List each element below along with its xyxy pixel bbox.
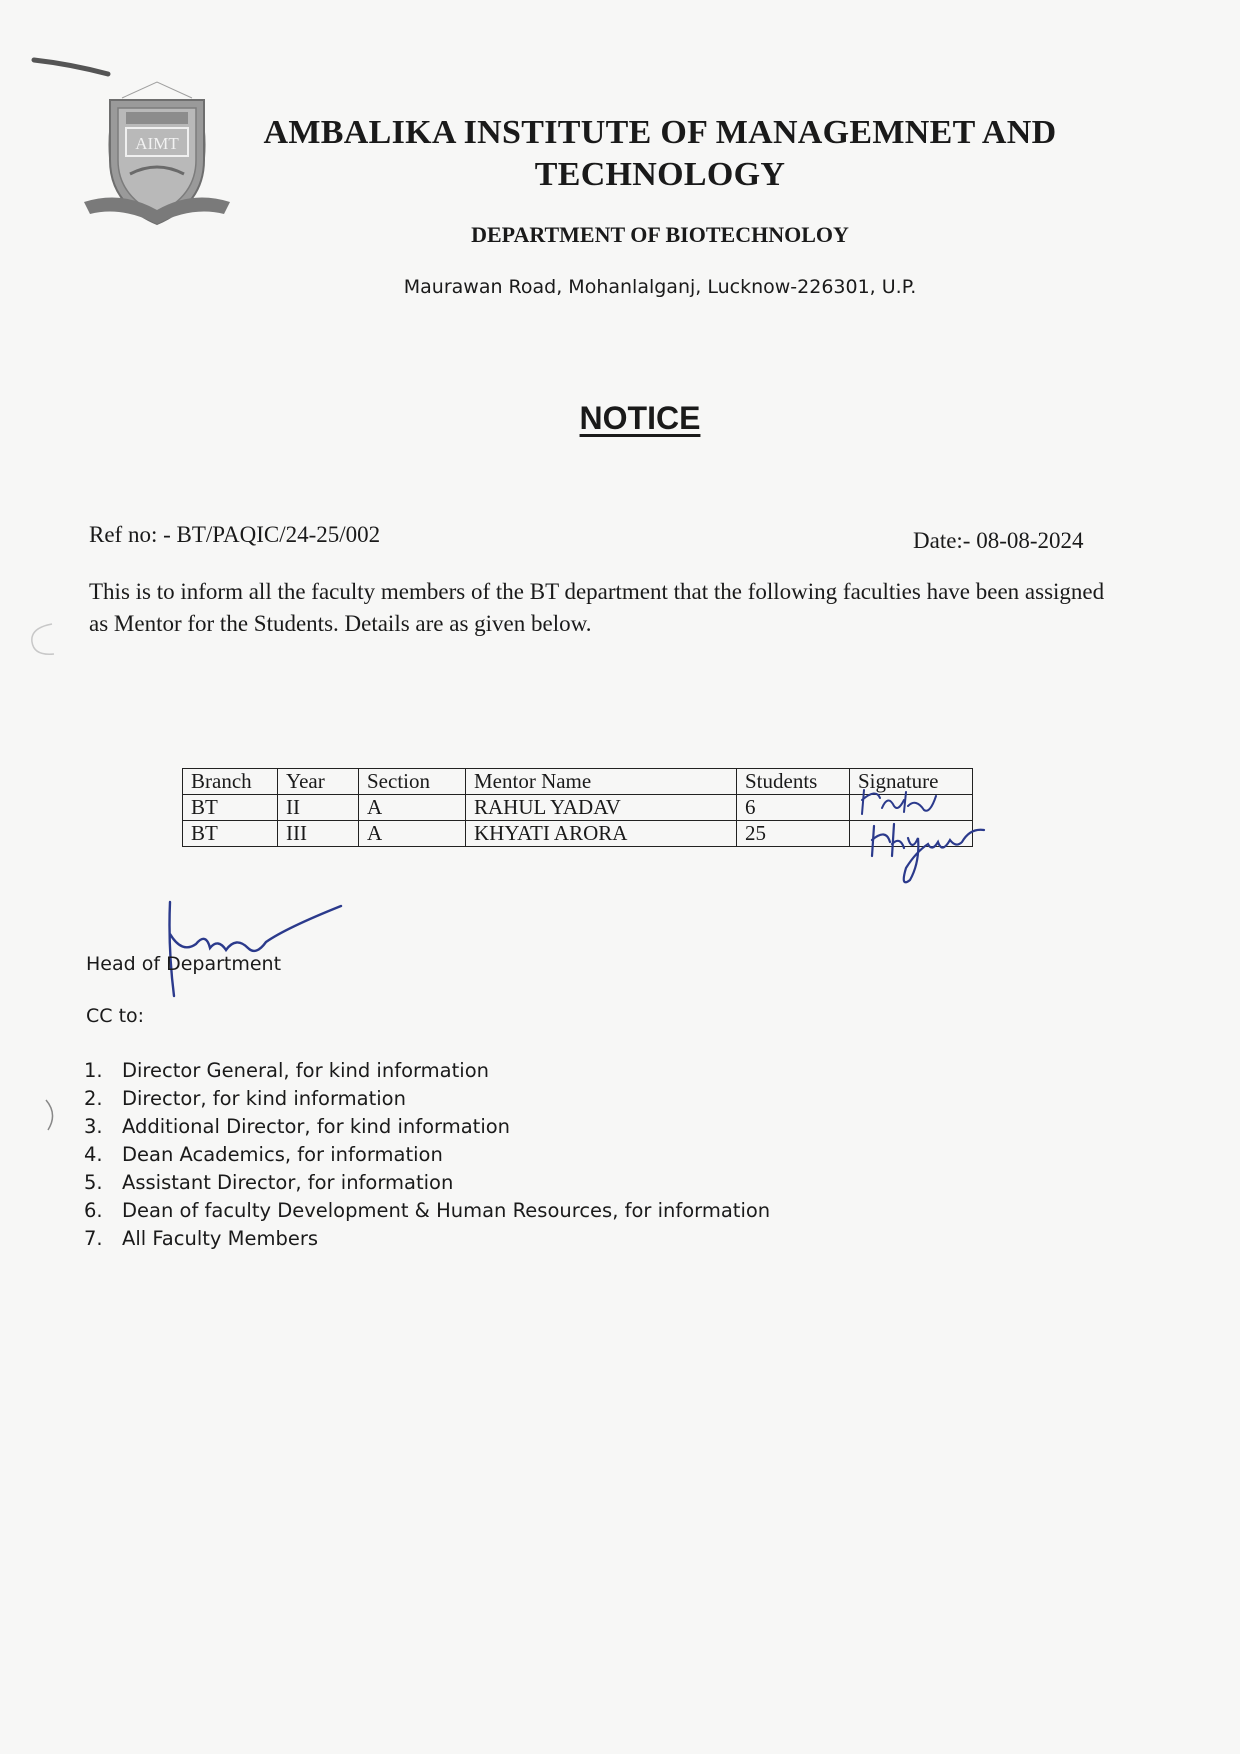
list-number: 4. [84,1143,103,1166]
cell-students: 6 [737,795,850,821]
header-mentor-name: Mentor Name [466,769,737,795]
cc-list [84,1057,770,1253]
cell-branch: BT [183,821,278,847]
notice-date: Date:- 08-08-2024 [913,528,1084,553]
header-branch: Branch [183,769,278,795]
cell-branch: BT [183,795,278,821]
head-of-department-label: Head of Department [86,953,282,975]
list-item [84,1169,770,1197]
list-item [84,1057,770,1085]
list-number: 6. [84,1199,103,1222]
institute-logo-icon [82,78,232,238]
institute-address: Maurawan Road, Mohanlalganj, Lucknow-226301, U.P. [403,276,917,298]
list-text: Director, for kind information [122,1087,406,1110]
list-item [84,1113,770,1141]
list-text: Additional Director, for kind information [122,1115,511,1138]
department-name: DEPARTMENT OF BIOTECHNOLOY [471,222,849,247]
list-text: All Faculty Members [122,1227,318,1250]
list-text: Dean Academics, for information [122,1143,443,1166]
cell-year: II [278,795,359,821]
table-row [183,795,973,821]
cc-label: CC to: [86,1005,145,1027]
mentor-table [182,768,973,847]
cell-section: A [359,795,466,821]
header-students: Students [737,769,850,795]
list-item [84,1225,770,1253]
institute-name: AMBALIKA INSTITUTE OF MANAGEMNET AND TECHNOLOGY [263,114,1057,193]
list-item [84,1197,770,1225]
notice-heading: NOTICE [579,400,701,436]
cell-year: III [278,821,359,847]
signature-rahul-yadav [858,784,938,818]
header-section: Section [359,769,466,795]
signature-head-of-department [156,898,346,1000]
table-header-row [183,769,973,795]
signature-khyati-arora [866,818,996,890]
notice-intro: This is to inform all the faculty members of the BT department that the following faculties have been assigned as Mentor for the Students. Details are as given below. [89,579,1105,636]
header-signature: Signature [850,769,973,795]
logo-text: AIMT [135,134,179,153]
punch-hole-mark [24,1096,58,1136]
cell-students: 25 [737,821,850,847]
list-number: 7. [84,1227,103,1250]
cell-section: A [359,821,466,847]
list-item [84,1141,770,1169]
list-number: 1. [84,1059,103,1082]
table-row [183,821,973,847]
cell-mentor: RAHUL YADAV [466,795,737,821]
list-number: 3. [84,1115,103,1138]
list-text: Assistant Director, for information [122,1171,454,1194]
list-number: 2. [84,1087,103,1110]
list-item [84,1085,770,1113]
punch-hole-mark [24,620,58,660]
cell-mentor: KHYATI ARORA [466,821,737,847]
reference-number: Ref no: - BT/PAQIC/24-25/002 [89,522,381,547]
list-number: 5. [84,1171,103,1194]
list-text: Director General, for kind information [122,1059,489,1082]
header-year: Year [278,769,359,795]
list-text: Dean of faculty Development & Human Resources, for information [122,1199,771,1222]
